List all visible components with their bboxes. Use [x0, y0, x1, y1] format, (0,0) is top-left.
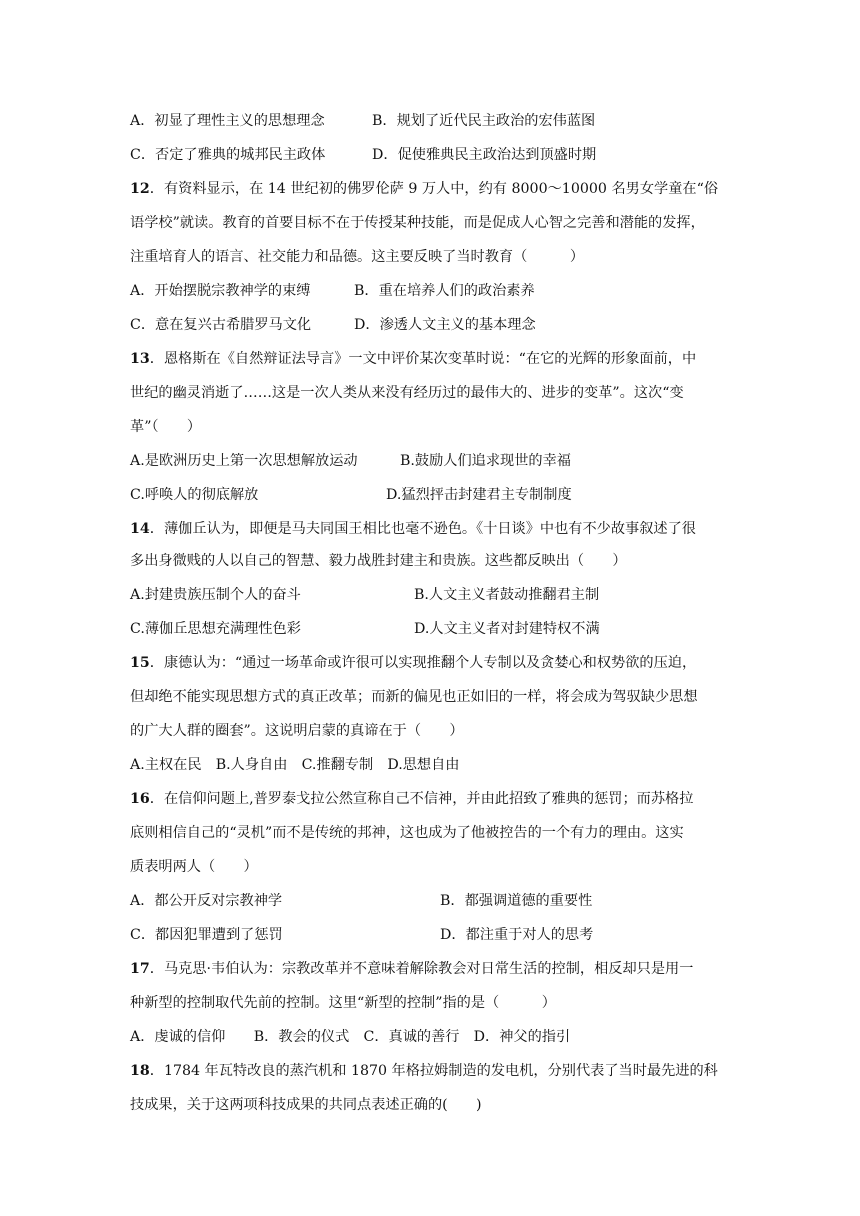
q15-stem-line-3: 的广大人群的圈套”。这说明启蒙的真谛在于（ ） — [130, 723, 464, 739]
q12-stem-line-1 — [130, 179, 730, 199]
q16-option-c: C．都因犯罪遭到了惩罚 — [130, 927, 283, 943]
q11-option-c: C．否定了雅典的城邦民主政体 — [130, 147, 326, 163]
q16-number: 16 — [130, 791, 150, 807]
q17-number: 17 — [130, 961, 150, 977]
q17-stem-text-1: ．马克思·韦伯认为：宗教改革并不意味着解除教会对日常生活的控制，相反却只是用一 — [149, 961, 694, 977]
q14-stem-line-2: 多出身微贱的人以自己的智慧、毅力战胜封建主和贵族。这些都反映出（ ） — [130, 553, 627, 569]
q11-option-a: A．初显了理性主义的思想理念 — [130, 113, 325, 129]
q16-stem-text-1: ．在信仰问题上,普罗泰戈拉公然宣称自己不信神，并由此招致了雅典的惩罚；而苏格拉 — [149, 791, 694, 807]
q17-options-row: A．虔诚的信仰 B．教会的仪式 C．真诚的善行 D．神父的指引 — [130, 1029, 571, 1045]
q15-stem-text-1: ．康德认为：“通过一场革命或许很可以实现推翻个人专制以及贪婪心和权势欲的压迫， — [149, 655, 697, 671]
q13-option-c: C.呼唤人的彻底解放 — [130, 487, 259, 503]
q12-number: 12 — [130, 181, 150, 197]
q18-stem-line-1 — [130, 1061, 730, 1081]
q13-stem-text-1: ．恩格斯在《自然辩证法导言》一文中评价某次变革时说：“在它的光辉的形象面前，中 — [149, 351, 697, 367]
q16-stem-line-1 — [130, 789, 730, 809]
q18-stem-text-1: ．1784 年瓦特改良的蒸汽机和 1870 年格拉姆制造的发电机，分别代表了当时最先进的科 — [149, 1063, 718, 1079]
q13-stem-line-3: 革”（ ） — [130, 419, 202, 435]
q15-stem-line-2: 但却绝不能实现思想方式的真正改革；而新的偏见也正如旧的一样，将会成为驾驭缺少思想 — [130, 689, 698, 705]
q14-stem-text-1: ．薄伽丘认为，即便是马夫同国王相比也毫不逊色。《十日谈》中也有不少故事叙述了很 — [149, 521, 696, 537]
q15-stem-line-1 — [130, 653, 730, 673]
q11-option-b: B．规划了近代民主政治的宏伟蓝图 — [372, 113, 596, 129]
q16-option-d: D．都注重于对人的思考 — [440, 927, 594, 943]
q14-number: 14 — [130, 521, 150, 537]
q14-option-b: B.人文主义者鼓动推翻君主制 — [414, 587, 600, 603]
q12-stem-text-1: ．有资料显示，在 14 世纪初的佛罗伦萨 9 万人中，约有 8000～10000 名男女学童在“俗 — [149, 181, 719, 197]
q18-stem-line-2: 技成果，关于这两项科技成果的共同点表述正确的( ) — [130, 1097, 482, 1113]
q13-number: 13 — [130, 351, 150, 367]
q13-option-b: B.鼓励人们追求现世的幸福 — [400, 453, 571, 469]
q16-option-a: A．都公开反对宗教神学 — [130, 893, 283, 909]
q16-option-b: B．都强调道德的重要性 — [440, 893, 593, 909]
q15-options-row: A.主权在民 B.人身自由 C.推翻专制 D.思想自由 — [130, 757, 460, 773]
q13-option-a: A.是欧洲历史上第一次思想解放运动 — [130, 453, 358, 469]
q13-stem-line-2: 世纪的幽灵消逝了……这是一次人类从来没有经历过的最伟大的、进步的变革”。这次“变 — [130, 385, 684, 401]
q12-option-c: C．意在复兴古希腊罗马文化 — [130, 317, 312, 333]
q16-stem-line-2: 底则相信自己的“灵机”而不是传统的邦神，这也成为了他被控告的一个有力的理由。这实 — [130, 825, 684, 841]
q14-option-c: C.薄伽丘思想充满理性色彩 — [130, 621, 301, 637]
q12-stem-line-2: 语学校”就读。教育的首要目标不在于传授某种技能，而是促成人心智之完善和潜能的发挥， — [130, 215, 705, 231]
q12-option-a: A．开始摆脱宗教神学的束缚 — [130, 283, 311, 299]
q12-option-d: D．渗透人文主义的基本理念 — [354, 317, 536, 333]
q14-option-a: A.封建贵族压制个人的奋斗 — [130, 587, 301, 603]
q17-stem-line-2: 种新型的控制取代先前的控制。这里“新型的控制”指的是（ ） — [130, 995, 556, 1011]
q13-option-d: D.猛烈抨击封建君主专制制度 — [386, 487, 572, 503]
q15-number: 15 — [130, 655, 150, 671]
q16-stem-line-3: 质表明两人（ ） — [130, 859, 258, 875]
q12-stem-line-3: 注重培育人的语言、社交能力和品德。这主要反映了当时教育（ ） — [130, 249, 585, 265]
q14-stem-line-1 — [130, 519, 730, 539]
q14-option-d: D.人文主义者对封建特权不满 — [414, 621, 600, 637]
q17-stem-line-1 — [130, 959, 730, 979]
q18-number: 18 — [130, 1063, 150, 1079]
q13-stem-line-1 — [130, 349, 730, 369]
q12-option-b: B．重在培养人们的政治素养 — [354, 283, 535, 299]
q11-option-d: D．促使雅典民主政治达到顶盛时期 — [372, 147, 597, 163]
